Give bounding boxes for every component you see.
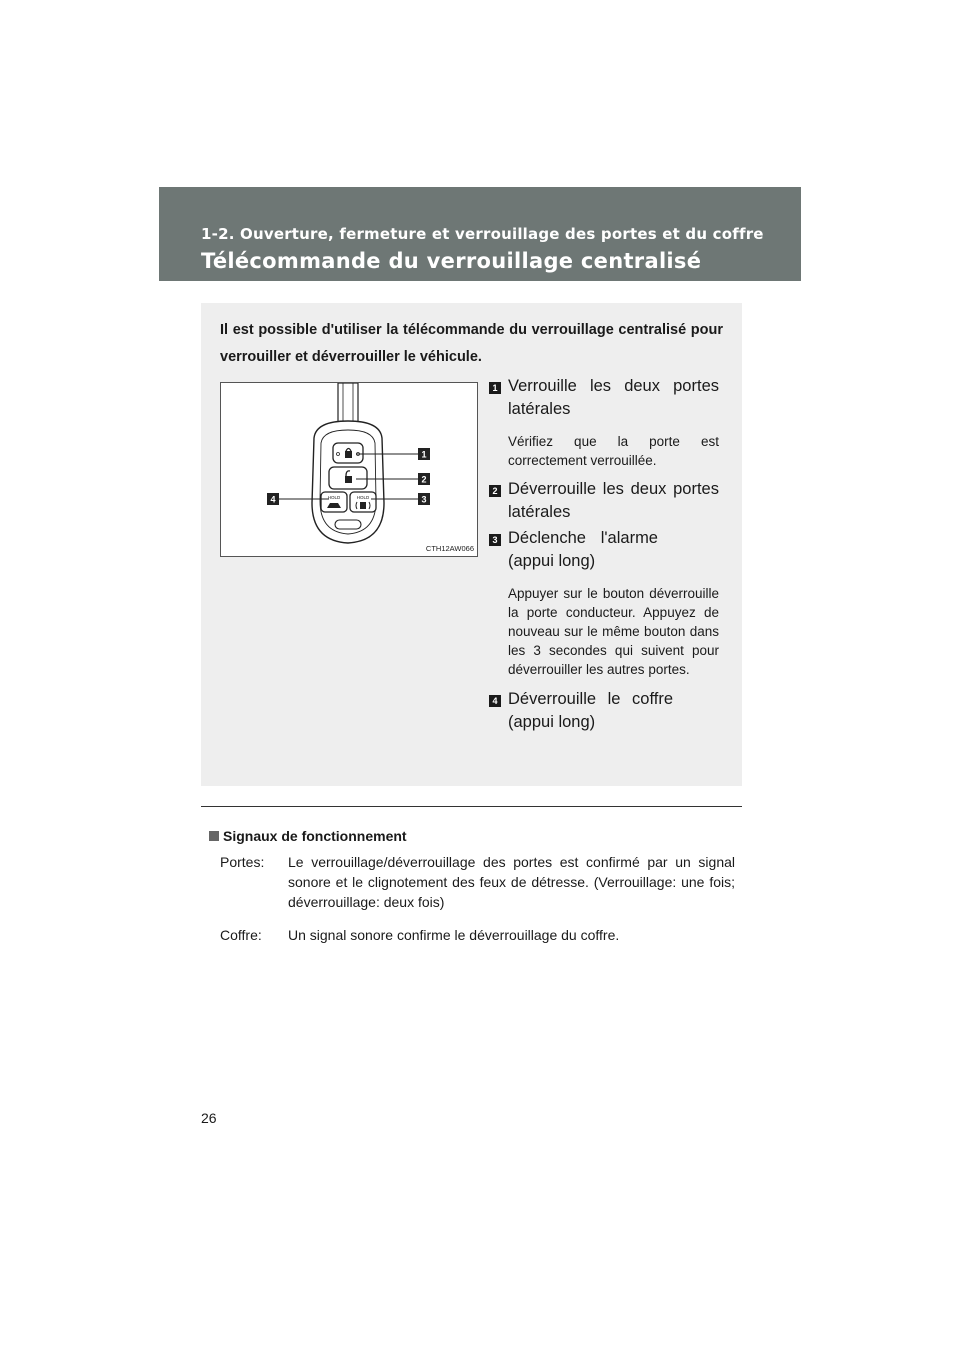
key-remote-icon [221,383,477,556]
info-panel [201,303,742,786]
signal-row [209,852,735,912]
item-note: Vérifiez que la porte est correctement verrouillée. [508,434,719,468]
item-number: 4 [489,695,501,707]
square-bullet-icon [209,831,219,841]
section-title: 1-2. Ouverture, fermeture et verrouillage des portes et du coffre [201,225,764,243]
signal-text: Un signal sonore confirme le déverrouillage du coffre. [288,927,620,943]
signals-heading: Signaux de fonctionnement [209,826,735,846]
illustration-code: CTH12AW066 [425,544,474,553]
page-number: 26 [201,1110,217,1126]
list-item [489,527,719,679]
intro-text: Il est possible d'utiliser la télécommande du verrouillage centralisé pour verrouiller et déverrouiller le véhicule. [220,322,723,365]
signal-row [209,925,735,945]
item-label: Déverrouille les deux portes latérales [508,480,719,521]
item-label: Déclenche l'alarme (appui long) [508,529,658,570]
signal-text: Le verrouillage/déverrouillage des portes est confirmé par un signal sonore et le clignotement des feux de détresse. (Verrouillage: une fois; déverrouillage: deux fois) [288,854,735,910]
svg-text:4: 4 [270,494,276,505]
item-label: Verrouille les deux portes latérales [508,377,719,418]
divider [201,806,742,807]
signal-label: Portes: [220,854,265,870]
section-header [159,187,801,281]
svg-text:HOLD: HOLD [356,495,370,500]
item-number: 2 [489,485,501,497]
signal-label: Coffre: [220,927,262,943]
item-number: 3 [489,534,501,546]
list-item [489,375,719,470]
svg-text:HOLD: HOLD [327,495,341,500]
list-item [489,478,719,524]
svg-text:2: 2 [421,474,427,485]
item-note: Appuyer sur le bouton déverrouille la porte conducteur. Appuyez de nouveau sur le même bouton dans les 3 secondes qui suivent pour déverrouiller les autres portes. [508,586,719,677]
item-number: 1 [489,382,501,394]
svg-text:3: 3 [421,494,427,505]
remote-illustration [220,382,478,557]
page-title: Télécommande du verrouillage centralisé [201,249,702,273]
function-list [489,375,719,734]
list-item [489,688,719,734]
signals-section [209,826,735,945]
svg-text:1: 1 [421,449,427,460]
item-label: Déverrouille le coffre (appui long) [508,690,673,731]
